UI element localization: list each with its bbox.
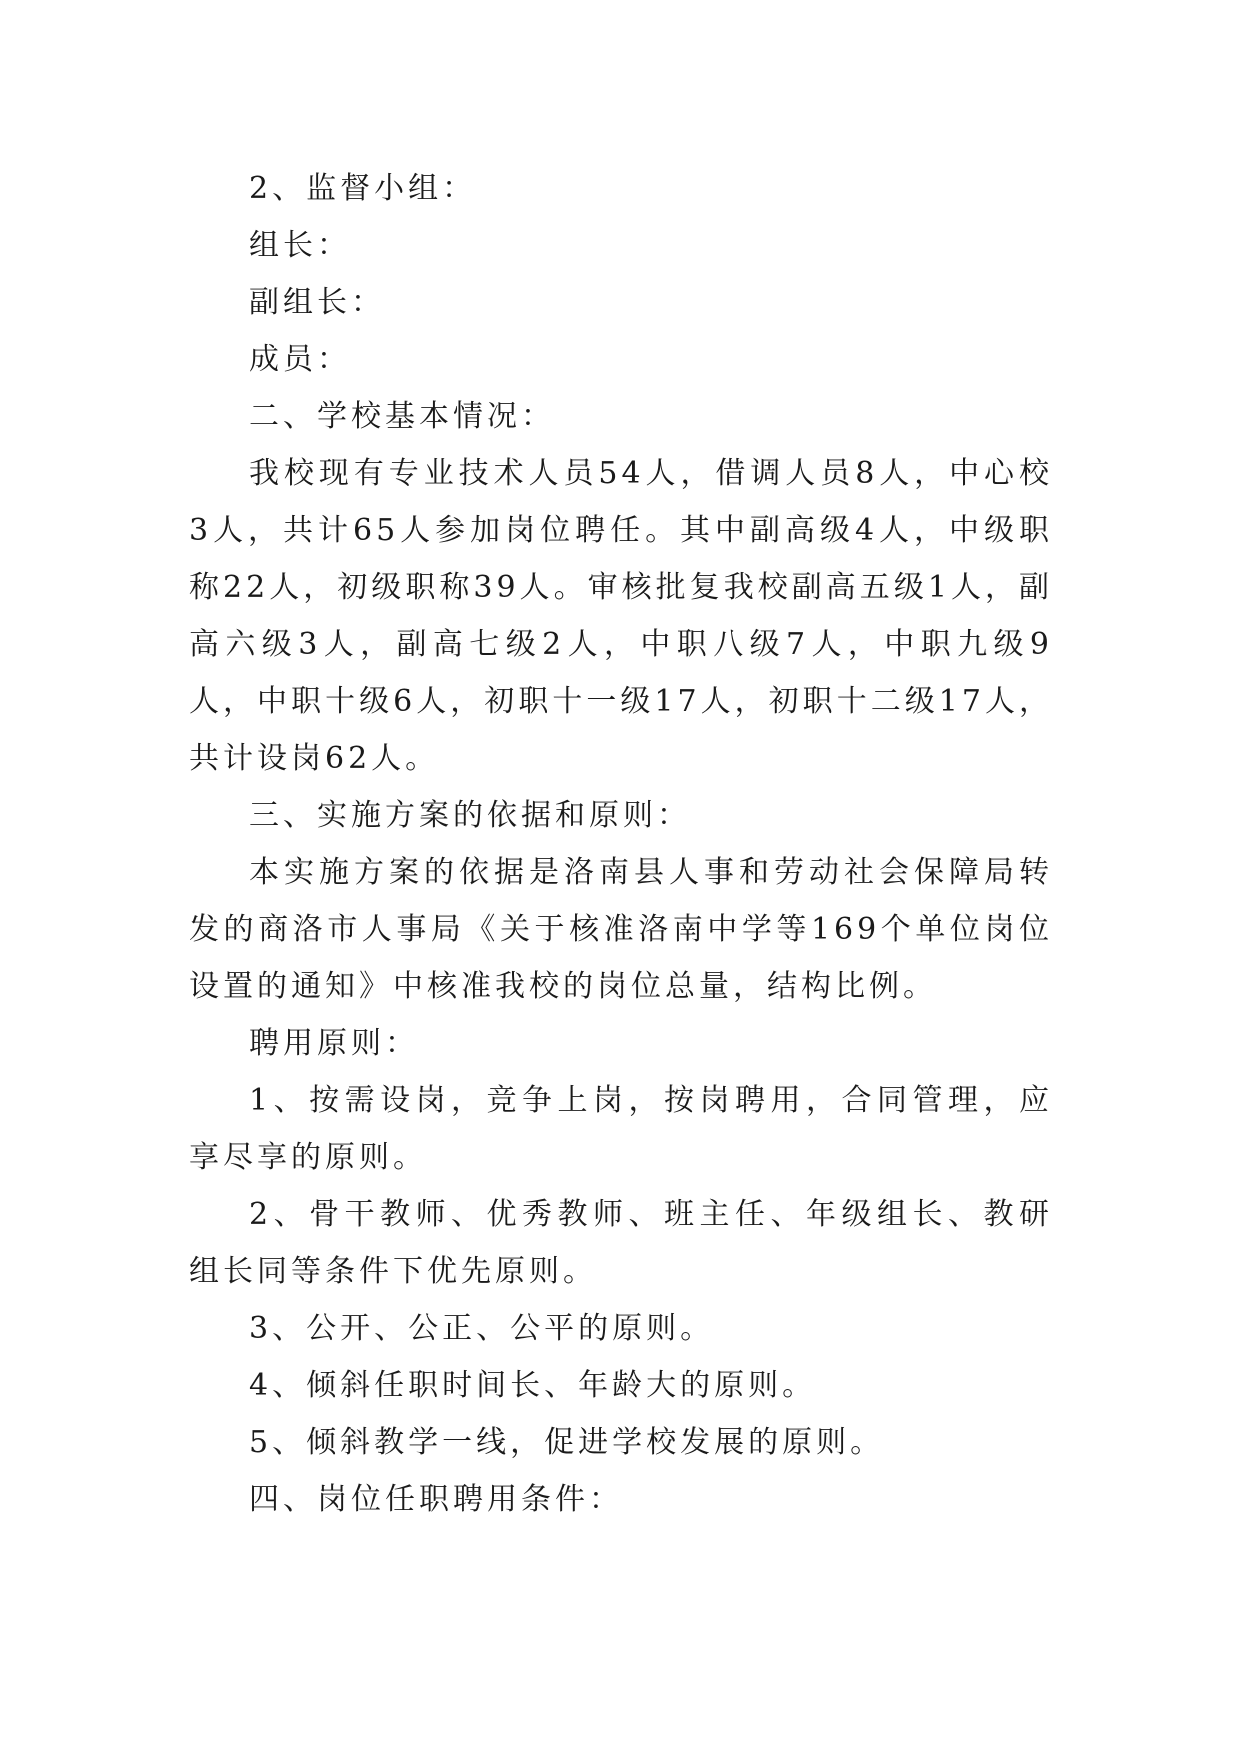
principle-item-3: 3、公开、公正、公平的原则。 xyxy=(249,1311,715,1346)
paragraph-group-leader: 组长： xyxy=(249,228,351,263)
paragraph-deputy-leader: 副组长： xyxy=(249,285,385,320)
section-heading-school-info: 二、学校基本情况： xyxy=(249,399,555,434)
principle-item-4: 4、倾斜任职时间长、年龄大的原则。 xyxy=(249,1368,817,1403)
section-heading-conditions: 四、岗位任职聘用条件： xyxy=(249,1482,623,1517)
principle-item-2: 2、骨干教师、优秀教师、班主任、年级组长、教研组长同等条件下优先原则。 xyxy=(189,1197,1053,1289)
principle-item-5: 5、倾斜教学一线，促进学校发展的原则。 xyxy=(249,1425,885,1460)
principle-item-1: 1、按需设岗，竞争上岗，按岗聘用，合同管理，应享尽享的原则。 xyxy=(189,1083,1053,1175)
paragraph-supervision-group: 2、监督小组： xyxy=(249,171,477,206)
paragraph-school-info: 我校现有专业技术人员54人，借调人员8人，中心校3人，共计65人参加岗位聘任。其中副高级4人，中级职称22人，初级职称39人。审核批复我校副高五级1人，副高六级3人，副高七级2人，中职八级7人，中职九级9人，中职十级6人，初职十一级17人，初职十二级17人，共计设岗62人。 xyxy=(189,456,1053,776)
paragraph-members: 成员： xyxy=(249,342,351,377)
paragraph-hiring-principles-heading: 聘用原则： xyxy=(249,1026,419,1061)
section-heading-basis-principles: 三、实施方案的依据和原则： xyxy=(249,798,691,833)
paragraph-basis: 本实施方案的依据是洛南县人事和劳动社会保障局转发的商洛市人事局《关于核准洛南中学等169个单位岗位设置的通知》中核准我校的岗位总量，结构比例。 xyxy=(189,855,1053,1004)
document-body xyxy=(189,160,1053,1528)
